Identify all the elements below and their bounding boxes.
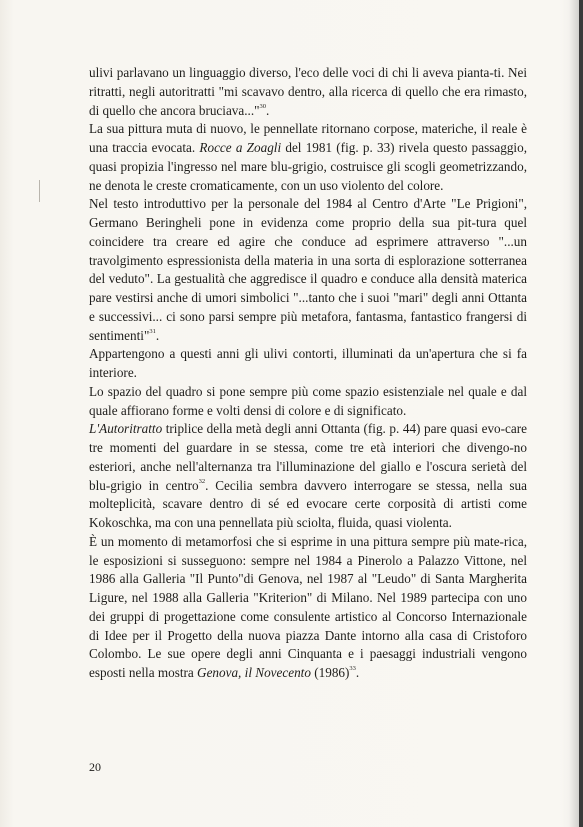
italic-title: Genova, il Novecento <box>197 665 311 680</box>
paragraph <box>89 420 527 533</box>
text-run: . Cecilia sembra davvero interrogare se stessa, nella sua molteplicità, scavare dentro di sé ed evocare certe corposità di artisti come Kokoschka, ma con una pennellata più sciolta, fluida, quasi violenta. <box>89 477 527 530</box>
text-run: . <box>155 327 160 343</box>
text-run: È un momento di metamorfosi che si esprime in una pittura sempre più mate-rica, le esposizioni si susseguono: sempre nel 1984 a Pinerolo a Palazzo Vittone, nel 1986 alla Galleria "Il Punto"di Genova, nel 1987 al "Leudo" di Santa Margherita Ligure, nel 1988 alla Galleria "Kriterion" di Milano. Nel 1989 partecipa con uno dei gruppi di progettazione come consulente artistico al Concorso Internazionale di Idee per il Progetto della nuova piazza Dante intorno alla casa di Cristoforo Colombo. Le sue opere degli anni Cinquanta e i paesaggi industriali vengono esposti nella mostra <box>89 533 527 680</box>
paragraph <box>89 120 527 195</box>
margin-mark <box>39 180 40 202</box>
binding-edge <box>579 0 583 827</box>
footnote-marker: 32 <box>198 477 206 485</box>
text-run: triplice della metà degli anni Ottanta (fig. p. 44) pare quasi evo-care tre momenti del guardare in se stessa, come tre età interiori che divengo-no esteriori, anche nell'alternanza tra l'illuminazione del giallo e l'oscura serietà del blu-grigio in centro <box>89 421 527 493</box>
paragraph <box>89 64 527 120</box>
text-run: Appartengono a questi anni gli ulivi contorti, illuminati da un'apertura che si fa interiore. <box>89 346 527 380</box>
page-number: 20 <box>89 760 101 774</box>
footnote-marker: 33 <box>349 665 356 672</box>
footnote-marker: 30 <box>259 102 267 110</box>
footnote-marker: 31 <box>149 327 156 335</box>
text-run: . <box>266 102 270 118</box>
paragraph <box>89 383 527 421</box>
body-text <box>89 64 527 683</box>
text-run: (1986) <box>310 665 350 680</box>
paragraph <box>89 533 527 683</box>
text-run: del 1981 (fig. p. 33) rivela questo passaggio, quasi propizia l'ingresso nel mare blu-grigio, costruisce gli scogli geometrizzando, ne denota le creste cromaticamente, con un uso violento del colore. <box>89 140 527 193</box>
paragraph <box>89 195 527 345</box>
text-run: Nel testo introduttivo per la personale del 1984 al Centro d'Arte "Le Prigioni", Germano Beringheli pone in evidenza come proprio della sua pit-tura quel coincidere tra creare ed agire che conduce ad esprimere attraverso "...un travolgimento espressionista della materia in una sorta di esplorazione sotterranea del veduto". La gestualità che aggredisce il quadro e conduce alla densità materica pare vestirsi anche di umori simbolici "...tanto che i suoi "mari" degli anni Ottanta e successivi... ci sono parsi sempre più metafora, fantasma, fantastico frangersi di sentimenti" <box>89 196 527 343</box>
paragraph <box>89 345 527 383</box>
binding-shadow <box>569 0 579 827</box>
italic-title: L'Autoritratto <box>89 421 163 437</box>
italic-title: Rocce a Zoagli <box>199 140 282 155</box>
text-run: La sua pittura muta di nuovo, le pennellate ritornano corpose, materiche, il reale è una traccia evocata. <box>89 121 527 155</box>
text-run: ulivi parlavano un linguaggio diverso, l'eco delle voci di chi li aveva pianta-ti. Nei ritratti, negli autoritratti "mi scavavo dentro, alla ricerca di quello che era rimasto, di quello che ancora bruciava..." <box>89 65 527 118</box>
text-run: Lo spazio del quadro si pone sempre più come spazio esistenziale nel quale e dal quale affiorano forme e volti densi di colore e di significato. <box>89 383 527 418</box>
text-run: . <box>355 665 360 680</box>
